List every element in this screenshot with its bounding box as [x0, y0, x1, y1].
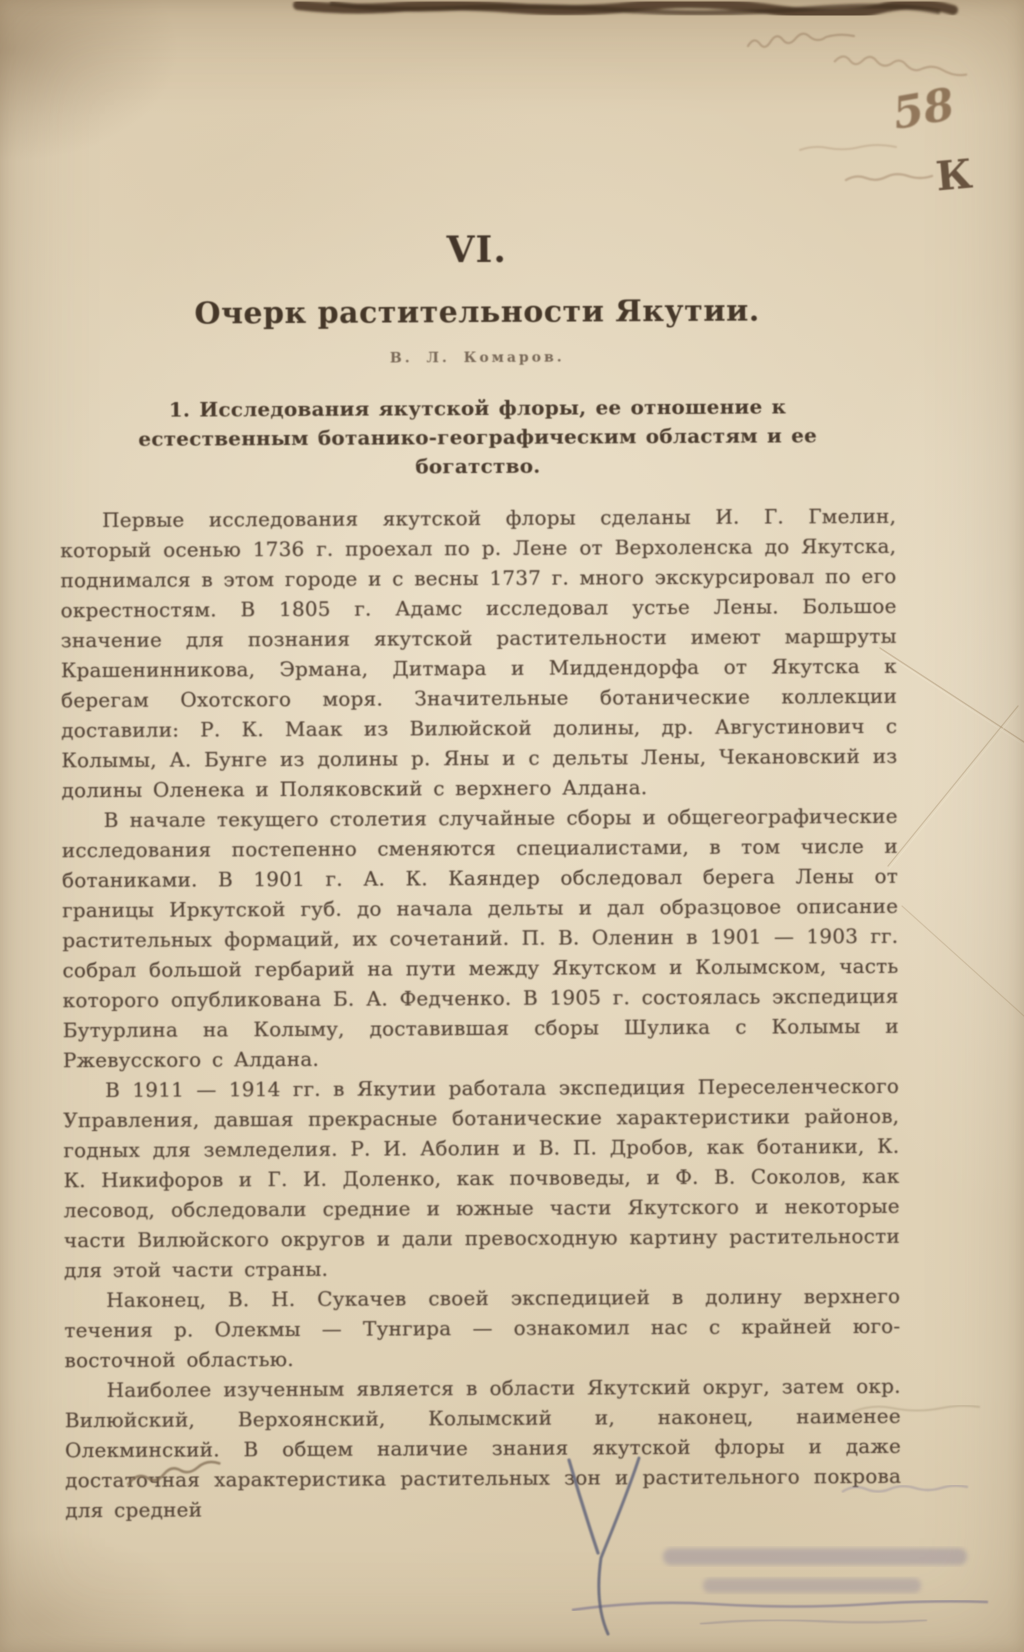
paragraph: Первые исследования якутской флоры сделаны И. Г. Гмелин, который осенью 1736 г. проехал по р. Лене от Верхоленска до Якутска, поднимался в этом городе и с весны 1737 г. много экскурсировал по его окрестностям. В 1805 г. Адамс исследовал устье Лены. Большое значение для познания якутской растительности имеют маршруты Крашенинникова, Эрмана, Дитмара и Миддендорфа от Якутска к берегам Охотского моря. Значительные ботанические коллекции доставили: Р. К. Маак из Вилюйской долины, др. Августинович с Колымы, А. Бунге из долины р. Яны и с дельты Лены, Чекановский из долины Оленека и Поляковский с верхнего Алдана.	[60, 503, 898, 803]
paragraph: В 1911 — 1914 гг. в Якутии работала экспедиция Переселенческого Управления, давшая прекрасные ботанические характеристики районов, годных для земледелия. Р. И. Аболин и В. П. Дробов, как ботаники, К. К. Никифоров и Г. И. Доленко, как почвоведы, и Ф. В. Соколов, как лесовод, обследовали средние и южные части Якутского и некоторые части Вилюйского округов и дали превосходную картину растительности для этой части страны.	[63, 1073, 900, 1283]
top-edge-handwriting-marks	[298, 3, 953, 14]
author-line: В. Л. Комаров.	[389, 349, 565, 367]
page-content	[59, 230, 902, 1525]
page-title: Очерк растительности Якутии.	[194, 293, 760, 332]
pencil-letter-annotation: К	[934, 150, 975, 201]
chapter-number: VI.	[446, 228, 507, 272]
pencil-number-annotation: 58	[889, 79, 959, 140]
paragraph: В начале текущего столетия случайные сборы и общегеографические исследования постепенно сменяются специалистами, в том числе и ботаниками. В 1901 г. А. К. Каяндер обследовал берега Лены от границы Иркутской губ. до начала дельты и дал образцовое описание растительных формаций, их сочетаний. П. В. Оленин в 1901 — 1903 гг. собрал большой гербарий на пути между Якутском и Колымском, часть которого опубликована Б. А. Федченко. В 1905 г. состоялась экспедиция Бутурлина на Колыму, доставившая сборы Шулика с Колымы и Ржевусского с Алдана.	[61, 803, 899, 1073]
section-heading: 1. Исследования якутской флоры, ее отношение к естественным ботанико-географическим областям и ее богатство.	[138, 394, 818, 479]
paper-crease-lines	[880, 648, 1024, 1016]
paragraph: Наиболее изученным является в области Якутский округ, затем окр. Вилюйский, Верхоянский, Колымский и, наконец, наименее Олекминский. В общем наличие знания якутской флоры и даже достаточная характеристика растительных зон и растительного покрова для средней	[64, 1373, 902, 1523]
body-text	[60, 501, 901, 1525]
paragraph: Наконец, В. Н. Сукачев своей экспедицией в долину верхнего течения р. Олекмы — Тунгира — ознакомил нас с крайней юго-восточной областью.	[64, 1283, 901, 1373]
